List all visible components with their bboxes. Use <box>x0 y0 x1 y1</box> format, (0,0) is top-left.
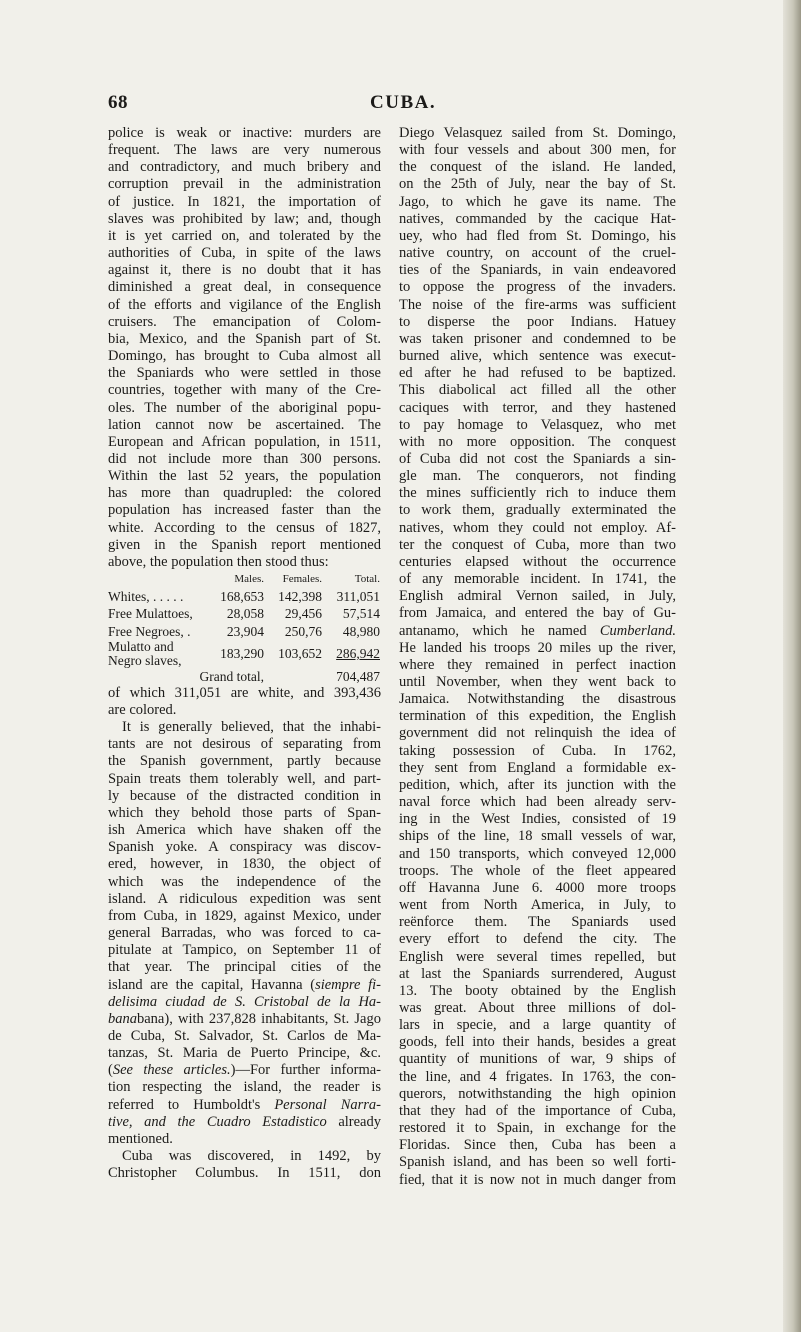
italic-text: Personal Narra- <box>274 1096 381 1113</box>
text-line: ing in the West Indies, consisted of 19 <box>399 811 676 828</box>
text-line: of Cuba did not cost the Spaniards a sin- <box>399 450 676 467</box>
text-line: Christopher Columbus. In 1511, don <box>108 1165 381 1182</box>
text-line: which they behold those parts of Span- <box>108 804 381 821</box>
table-row <box>108 623 381 640</box>
table-total-row <box>108 668 381 685</box>
text-line: termination of this expedition, the English <box>399 708 676 725</box>
text-line: de Cuba, St. Salvador, St. Carlos de Ma- <box>108 1027 381 1044</box>
census-table <box>108 571 381 685</box>
text-line: of which 311,051 are white, and 393,436 <box>108 684 381 701</box>
text-line: cruisers. The emancipation of Colom- <box>108 313 381 330</box>
text-segment: referred to Humboldt's <box>108 1096 275 1113</box>
text-line: It is generally believed, that the inhabi- <box>122 719 381 736</box>
text-line: European and African population, in 1511, <box>108 433 381 450</box>
text-line: from Jamaica, and entered the bay of Gu- <box>399 605 676 622</box>
text-line: of justice. In 1821, the importation of <box>108 193 381 210</box>
italic-text: Cumberland. <box>599 622 676 639</box>
text-line: ties of the Spaniards, in vain endeavored <box>399 262 676 279</box>
text-line: frequent. The laws are very numerous <box>108 142 381 159</box>
text-line: authorities of Cuba, in spite of the laws <box>108 245 381 262</box>
table-row <box>108 588 381 605</box>
row-label-line: Negro slaves, <box>108 652 182 668</box>
text-line: English admiral Vernon sailed, in July, <box>399 588 676 605</box>
text-line: pedition, which, after its junction with the <box>399 776 676 793</box>
italic-text: Cuadro Estadistico <box>206 1113 327 1130</box>
text-line: until November, when they went back to <box>399 674 676 690</box>
text-line: white. According to the census of 1827, <box>108 519 381 536</box>
text-line: given in the Spanish report mentioned <box>108 536 381 553</box>
text-line: did not include more than 300 persons. <box>108 450 381 467</box>
page-header <box>108 92 682 114</box>
text-line: against it, there is no doubt that it has <box>108 262 381 279</box>
text-line: to disperse the poor Indians. Hatuey <box>399 313 676 330</box>
text-line: that they had of the importance of Cuba, <box>399 1102 676 1119</box>
text-line: it is yet carried on, and tolerated by the <box>108 227 381 244</box>
italic-text: See these articles. <box>112 1062 231 1079</box>
text-line: Diego Velasquez sailed from St. Domingo, <box>399 125 676 141</box>
text-line: was taken prisoner and condemned to be <box>399 330 676 347</box>
text-line: ered, however, in 1830, the object of <box>108 856 381 873</box>
text-line: that year. The principal cities of the <box>108 959 381 976</box>
text-line: and contradictory, and much bribery and <box>108 159 381 176</box>
text-line: quantity of munitions of war, 9 ships of <box>399 1051 676 1068</box>
grand-total-value: 704,487 <box>336 668 380 684</box>
page-number: 68 <box>108 92 128 113</box>
cell-males: 23,904 <box>226 623 264 639</box>
text-line: Jamaica. Notwithstanding the disastrous <box>399 691 676 708</box>
text-line: at last the Spaniards surrendered, August <box>399 965 676 982</box>
text-line: Domingo, has brought to Cuba almost all <box>108 348 381 365</box>
text-segment: antanamo, which he named <box>399 622 600 639</box>
text-line: and 150 transports, which conveyed 12,000 <box>399 845 676 862</box>
text-line: Within the last 52 years, the population <box>108 468 381 485</box>
text-segment: )—For further informa- <box>230 1062 381 1079</box>
text-line: tion respecting the island, the reader is <box>108 1079 381 1096</box>
cell-total: 311,051 <box>336 589 380 605</box>
text-line: centuries elapsed without the occurrence <box>399 553 676 570</box>
text-line: Spanish island, and has been so well forti- <box>399 1154 676 1171</box>
text-line: reënforce them. The Spaniards used <box>399 914 676 931</box>
text-line: tanzas, St. Maria de Puerto Principe, &c. <box>108 1045 381 1062</box>
page-edge-shadow <box>783 0 801 1332</box>
text-line: Spain treats them tolerably well, and part- <box>108 770 381 787</box>
text-line: are colored. <box>108 702 177 718</box>
cell-males: 28,058 <box>226 606 264 622</box>
cell-total: 48,980 <box>342 623 380 639</box>
text-line: on the 25th of July, near the bay of St. <box>399 176 676 193</box>
text-line: the Spanish government, partly because <box>108 753 381 770</box>
text-line: This diabolical act filled all the other <box>399 382 676 399</box>
row-label: Whites, . . . . . <box>108 589 184 605</box>
paragraph-colored <box>108 685 381 1183</box>
text-line: burned alive, which sentence was execut- <box>399 348 676 365</box>
text-line: taking possession of Cuba. In 1762, <box>399 742 676 759</box>
text-line: lars in specie, and a large quantity of <box>399 1017 676 1034</box>
text-line: 13. The booty obtained by the English <box>399 982 676 999</box>
text-line: fied, that it is now not in much danger from <box>399 1171 676 1188</box>
text-line: pitulate at Tampico, on September 11 of <box>108 942 381 959</box>
italic-text: tive, and the <box>108 1113 207 1130</box>
text-line <box>399 623 676 640</box>
cell-males: 168,653 <box>220 589 264 605</box>
text-line: diminished a great deal, in consequence <box>108 279 381 296</box>
text-line: to oppose the progress of the invaders. <box>399 279 676 296</box>
text-line: restored it to Spain, in exchange for the <box>399 1120 676 1137</box>
text-line: natives, commanded by the cacique Hat- <box>399 210 676 227</box>
cell-females: 142,398 <box>278 589 322 605</box>
text-line <box>108 1011 381 1028</box>
text-line: above, the population then stood thus: <box>108 553 329 570</box>
cell-total: 286,942 <box>336 646 380 662</box>
text-line <box>108 994 381 1011</box>
census-table-header <box>108 571 381 588</box>
text-line: to pay homage to Velasquez, who met <box>399 416 676 433</box>
text-line: where they remained in perfect inaction <box>399 656 676 673</box>
text-line <box>108 1062 381 1079</box>
text-line: the conquest of the island. He landed, <box>399 159 676 176</box>
text-line: population has increased faster than the <box>108 502 381 519</box>
text-line: Jago, to which he gave its name. The <box>399 193 676 210</box>
text-line: with no more opposition. The conquest <box>399 433 676 450</box>
cell-females: 250,76 <box>284 623 322 639</box>
text-line <box>108 1097 381 1114</box>
text-line: mentioned. <box>108 1130 173 1147</box>
text-line: Spanish yoke. A conspiracy was discov- <box>108 839 381 856</box>
text-line: lation cannot now be ascertained. The <box>108 416 381 433</box>
text-line: gle man. The conquerors, not finding <box>399 468 676 485</box>
right-column <box>399 125 676 1189</box>
grand-total-label: Grand total, <box>199 668 264 684</box>
text-line: English were several times repelled, but <box>399 948 676 965</box>
text-line: from Cuba, in 1829, against Mexico, under <box>108 907 381 924</box>
cell-females: 29,456 <box>284 606 322 622</box>
text-line: every effort to defend the city. The <box>399 931 676 948</box>
text-line: native country, on account of the cruel- <box>399 245 676 262</box>
text-line: countries, together with many of the Cre- <box>108 382 381 399</box>
text-line: oles. The number of the aboriginal popu- <box>108 399 381 416</box>
text-line: ter the conquest of Cuba, more than two <box>399 536 676 553</box>
cell-females: 103,652 <box>278 646 322 662</box>
table-row <box>108 605 381 622</box>
text-line: the line, and 4 frigates. In 1763, the con- <box>399 1068 676 1085</box>
cell-males: 183,290 <box>220 646 264 662</box>
text-line: island. A ridiculous expedition was sent <box>108 890 381 907</box>
text-line: ed after he had refused to be baptized. <box>399 365 676 382</box>
cell-total: 57,514 <box>342 606 380 622</box>
italic-text: delisima ciudad de S. Cristobal de la Ha- <box>108 993 381 1010</box>
text-segment: ( <box>108 1062 113 1079</box>
text-line: Cuba was discovered, in 1492, by <box>122 1148 381 1165</box>
text-line: uey, who had fled from St. Domingo, his <box>399 227 676 244</box>
text-line: to work them, gradually exterminated the <box>399 502 676 519</box>
text-line: police is weak or inactive: murders are <box>108 125 381 141</box>
italic-text: siempre fi- <box>315 976 381 993</box>
text-line: has more than quadrupled: the colored <box>108 485 381 502</box>
text-line: natives, whom they could not employ. Af- <box>399 519 676 536</box>
running-title: CUBA. <box>370 92 437 113</box>
header-females: Females. <box>282 573 322 586</box>
text-line: naval force which had been already serv- <box>399 794 676 811</box>
text-line: off Havanna June 6. 4000 more troops <box>399 879 676 896</box>
text-line: slaves was prohibited by law; and, though <box>108 210 381 227</box>
text-line: goods, fell into their hands, besides a great <box>399 1034 676 1051</box>
text-segment: island are the capital, Havanna ( <box>108 976 316 993</box>
paragraph-police <box>108 125 381 571</box>
text-line: of any memorable incident. In 1741, the <box>399 571 676 588</box>
text-line: the mines sufficiently rich to induce them <box>399 485 676 502</box>
text-line: was great. About three millions of dol- <box>399 999 676 1016</box>
text-line: with four vessels and about 300 men, for <box>399 142 676 159</box>
text-line: troops. The whole of the fleet appeared <box>399 862 676 879</box>
row-label-line: Mulatto and <box>108 638 174 654</box>
table-row <box>108 640 381 668</box>
italic-text: bana <box>108 1010 137 1027</box>
text-line: bia, Mexico, and the Spanish part of St. <box>108 330 381 347</box>
row-label: Free Negroes, . <box>108 623 191 639</box>
text-line: the Spaniards who were settled in those <box>108 365 381 382</box>
row-label <box>108 640 206 668</box>
text-line <box>108 1114 381 1131</box>
header-males: Males. <box>234 573 264 586</box>
text-segment: bana), with 237,828 inhabitants, St. Jago <box>137 1010 381 1027</box>
text-segment: already <box>326 1113 381 1130</box>
left-column <box>108 125 381 1182</box>
text-line: which was the independence of the <box>108 873 381 890</box>
text-line: of the efforts and vigilance of the English <box>108 296 381 313</box>
row-label: Free Mulattoes, <box>108 606 193 622</box>
text-line: Floridas. Since then, Cuba has been a <box>399 1137 676 1154</box>
text-line: ish America which have shaken off the <box>108 822 381 839</box>
text-line: The noise of the fire-arms was sufficient <box>399 296 676 313</box>
text-line: He landed his troops 20 miles up the river, <box>399 639 676 656</box>
text-line: querors, notwithstanding the high opinion <box>399 1085 676 1102</box>
text-line <box>108 977 381 994</box>
text-line: tants are not desirous of separating from <box>108 736 381 753</box>
text-line: government did not relinquish the idea of <box>399 725 676 742</box>
text-line: they sent from England a formidable ex- <box>399 759 676 776</box>
text-line: ly because of the distracted condition in <box>108 787 381 804</box>
text-line: general Barradas, who was forced to ca- <box>108 925 381 942</box>
text-line: corruption prevail in the administration <box>108 176 381 193</box>
text-line: went from North America, in July, to <box>399 897 676 914</box>
text-line: ships of the line, 18 small vessels of war, <box>399 828 676 845</box>
text-line: caciques with terror, and they hastened <box>399 399 676 416</box>
header-total: Total. <box>354 573 380 586</box>
